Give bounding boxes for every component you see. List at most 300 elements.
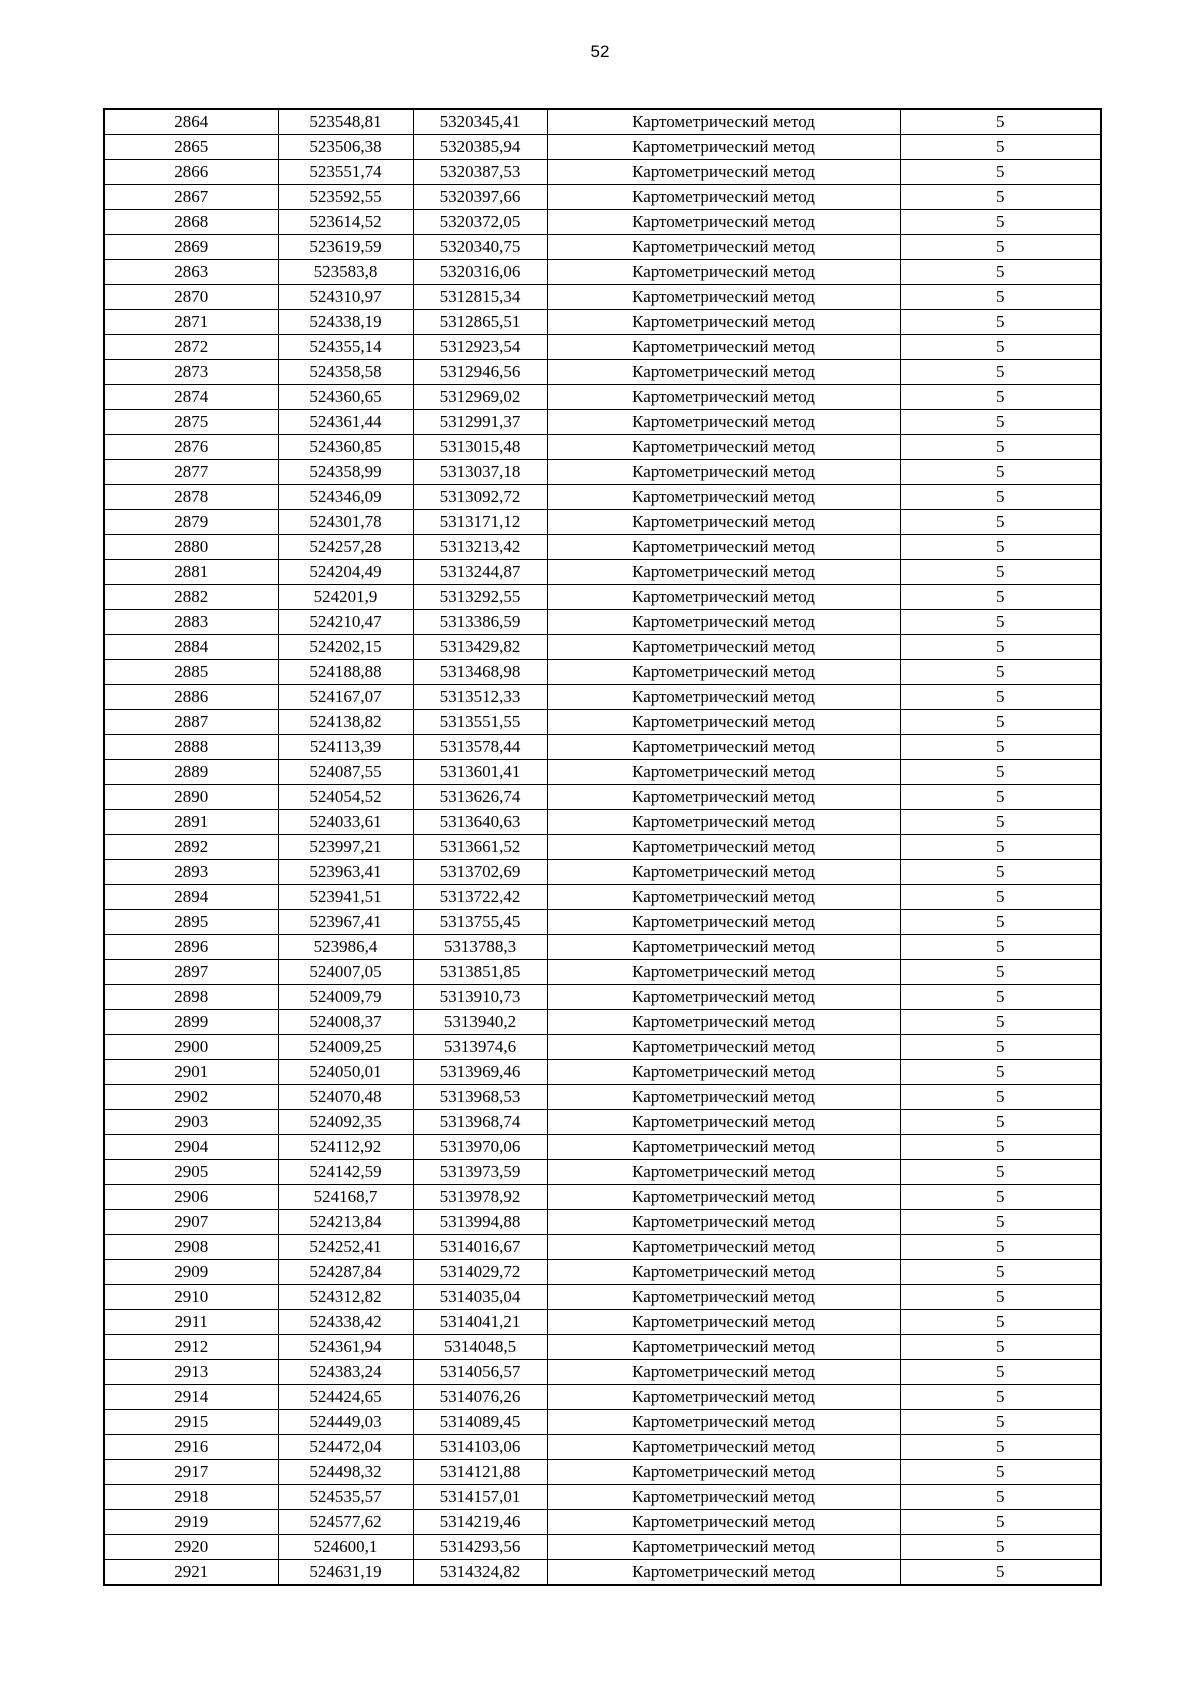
y-coordinate-cell: 5313015,48 xyxy=(413,435,547,460)
x-coordinate-cell: 524008,37 xyxy=(278,1010,413,1035)
table-row xyxy=(104,860,1101,885)
table-row xyxy=(104,485,1101,510)
point-number-cell: 2880 xyxy=(104,535,278,560)
point-number-cell: 2902 xyxy=(104,1085,278,1110)
point-number-cell: 2887 xyxy=(104,710,278,735)
x-coordinate-cell: 524009,79 xyxy=(278,985,413,1010)
accuracy-cell: 5 xyxy=(900,1035,1101,1060)
point-number-cell: 2884 xyxy=(104,635,278,660)
table-row xyxy=(104,810,1101,835)
accuracy-cell: 5 xyxy=(900,785,1101,810)
y-coordinate-cell: 5314103,06 xyxy=(413,1435,547,1460)
table-row xyxy=(104,1385,1101,1410)
table-row xyxy=(104,535,1101,560)
table-row xyxy=(104,1410,1101,1435)
x-coordinate-cell: 523941,51 xyxy=(278,885,413,910)
table-row xyxy=(104,160,1101,185)
table-row xyxy=(104,710,1101,735)
x-coordinate-cell: 524112,92 xyxy=(278,1135,413,1160)
x-coordinate-cell: 523614,52 xyxy=(278,210,413,235)
accuracy-cell: 5 xyxy=(900,335,1101,360)
point-number-cell: 2919 xyxy=(104,1510,278,1535)
table-row xyxy=(104,410,1101,435)
point-number-cell: 2885 xyxy=(104,660,278,685)
accuracy-cell: 5 xyxy=(900,510,1101,535)
point-number-cell: 2863 xyxy=(104,260,278,285)
x-coordinate-cell: 524050,01 xyxy=(278,1060,413,1085)
method-cell: Картометрический метод xyxy=(547,1135,900,1160)
table-row xyxy=(104,135,1101,160)
method-cell: Картометрический метод xyxy=(547,560,900,585)
y-coordinate-cell: 5320387,53 xyxy=(413,160,547,185)
method-cell: Картометрический метод xyxy=(547,985,900,1010)
method-cell: Картометрический метод xyxy=(547,1185,900,1210)
method-cell: Картометрический метод xyxy=(547,1360,900,1385)
x-coordinate-cell: 524360,85 xyxy=(278,435,413,460)
y-coordinate-cell: 5313994,88 xyxy=(413,1210,547,1235)
y-coordinate-cell: 5313601,41 xyxy=(413,760,547,785)
table-row xyxy=(104,310,1101,335)
y-coordinate-cell: 5313037,18 xyxy=(413,460,547,485)
method-cell: Картометрический метод xyxy=(547,1285,900,1310)
method-cell: Картометрический метод xyxy=(547,410,900,435)
x-coordinate-cell: 524113,39 xyxy=(278,735,413,760)
method-cell: Картометрический метод xyxy=(547,735,900,760)
table-row xyxy=(104,1310,1101,1335)
point-number-cell: 2916 xyxy=(104,1435,278,1460)
method-cell: Картометрический метод xyxy=(547,1110,900,1135)
table-row xyxy=(104,1460,1101,1485)
x-coordinate-cell: 524383,24 xyxy=(278,1360,413,1385)
method-cell: Картометрический метод xyxy=(547,360,900,385)
method-cell: Картометрический метод xyxy=(547,385,900,410)
point-number-cell: 2889 xyxy=(104,760,278,785)
y-coordinate-cell: 5320340,75 xyxy=(413,235,547,260)
point-number-cell: 2914 xyxy=(104,1385,278,1410)
method-cell: Картометрический метод xyxy=(547,610,900,635)
y-coordinate-cell: 5314041,21 xyxy=(413,1310,547,1335)
x-coordinate-cell: 524070,48 xyxy=(278,1085,413,1110)
table-row xyxy=(104,1535,1101,1560)
method-cell: Картометрический метод xyxy=(547,660,900,685)
y-coordinate-cell: 5313978,92 xyxy=(413,1185,547,1210)
accuracy-cell: 5 xyxy=(900,1135,1101,1160)
point-number-cell: 2910 xyxy=(104,1285,278,1310)
accuracy-cell: 5 xyxy=(900,1235,1101,1260)
table-row xyxy=(104,1210,1101,1235)
y-coordinate-cell: 5314324,82 xyxy=(413,1560,547,1586)
y-coordinate-cell: 5313213,42 xyxy=(413,535,547,560)
point-number-cell: 2900 xyxy=(104,1035,278,1060)
method-cell: Картометрический метод xyxy=(547,1160,900,1185)
x-coordinate-cell: 524631,19 xyxy=(278,1560,413,1586)
method-cell: Картометрический метод xyxy=(547,860,900,885)
x-coordinate-cell: 523583,8 xyxy=(278,260,413,285)
method-cell: Картометрический метод xyxy=(547,160,900,185)
point-number-cell: 2865 xyxy=(104,135,278,160)
x-coordinate-cell: 524009,25 xyxy=(278,1035,413,1060)
y-coordinate-cell: 5314029,72 xyxy=(413,1260,547,1285)
y-coordinate-cell: 5313851,85 xyxy=(413,960,547,985)
table-row xyxy=(104,1435,1101,1460)
method-cell: Картометрический метод xyxy=(547,1260,900,1285)
point-number-cell: 2868 xyxy=(104,210,278,235)
x-coordinate-cell: 524138,82 xyxy=(278,710,413,735)
accuracy-cell: 5 xyxy=(900,560,1101,585)
table-row xyxy=(104,1235,1101,1260)
table-row xyxy=(104,210,1101,235)
accuracy-cell: 5 xyxy=(900,310,1101,335)
accuracy-cell: 5 xyxy=(900,985,1101,1010)
table-row xyxy=(104,510,1101,535)
table-row xyxy=(104,360,1101,385)
point-number-cell: 2903 xyxy=(104,1110,278,1135)
point-number-cell: 2912 xyxy=(104,1335,278,1360)
x-coordinate-cell: 524252,41 xyxy=(278,1235,413,1260)
table-row xyxy=(104,460,1101,485)
accuracy-cell: 5 xyxy=(900,1285,1101,1310)
table-row xyxy=(104,935,1101,960)
x-coordinate-cell: 524167,07 xyxy=(278,685,413,710)
y-coordinate-cell: 5314016,67 xyxy=(413,1235,547,1260)
table-row xyxy=(104,1260,1101,1285)
table-row xyxy=(104,1110,1101,1135)
point-number-cell: 2888 xyxy=(104,735,278,760)
method-cell: Картометрический метод xyxy=(547,1435,900,1460)
x-coordinate-cell: 523506,38 xyxy=(278,135,413,160)
point-number-cell: 2917 xyxy=(104,1460,278,1485)
accuracy-cell: 5 xyxy=(900,1435,1101,1460)
x-coordinate-cell: 523986,4 xyxy=(278,935,413,960)
accuracy-cell: 5 xyxy=(900,1385,1101,1410)
method-cell: Картометрический метод xyxy=(547,1010,900,1035)
accuracy-cell: 5 xyxy=(900,1335,1101,1360)
x-coordinate-cell: 524355,14 xyxy=(278,335,413,360)
method-cell: Картометрический метод xyxy=(547,1385,900,1410)
accuracy-cell: 5 xyxy=(900,885,1101,910)
table-row xyxy=(104,185,1101,210)
point-number-cell: 2894 xyxy=(104,885,278,910)
table-row xyxy=(104,1560,1101,1586)
method-cell: Картометрический метод xyxy=(547,685,900,710)
accuracy-cell: 5 xyxy=(900,635,1101,660)
y-coordinate-cell: 5313386,59 xyxy=(413,610,547,635)
table-row xyxy=(104,835,1101,860)
method-cell: Картометрический метод xyxy=(547,885,900,910)
x-coordinate-cell: 524449,03 xyxy=(278,1410,413,1435)
accuracy-cell: 5 xyxy=(900,710,1101,735)
point-number-cell: 2892 xyxy=(104,835,278,860)
point-number-cell: 2896 xyxy=(104,935,278,960)
accuracy-cell: 5 xyxy=(900,1460,1101,1485)
accuracy-cell: 5 xyxy=(900,135,1101,160)
method-cell: Картометрический метод xyxy=(547,810,900,835)
accuracy-cell: 5 xyxy=(900,460,1101,485)
accuracy-cell: 5 xyxy=(900,285,1101,310)
y-coordinate-cell: 5312923,54 xyxy=(413,335,547,360)
table-row xyxy=(104,1335,1101,1360)
method-cell: Картометрический метод xyxy=(547,1310,900,1335)
point-number-cell: 2867 xyxy=(104,185,278,210)
x-coordinate-cell: 524358,58 xyxy=(278,360,413,385)
method-cell: Картометрический метод xyxy=(547,310,900,335)
point-number-cell: 2918 xyxy=(104,1485,278,1510)
point-number-cell: 2890 xyxy=(104,785,278,810)
x-coordinate-cell: 524257,28 xyxy=(278,535,413,560)
method-cell: Картометрический метод xyxy=(547,235,900,260)
table-row xyxy=(104,885,1101,910)
y-coordinate-cell: 5313788,3 xyxy=(413,935,547,960)
accuracy-cell: 5 xyxy=(900,109,1101,135)
method-cell: Картометрический метод xyxy=(547,260,900,285)
y-coordinate-cell: 5314157,01 xyxy=(413,1485,547,1510)
point-number-cell: 2906 xyxy=(104,1185,278,1210)
x-coordinate-cell: 524424,65 xyxy=(278,1385,413,1410)
x-coordinate-cell: 524600,1 xyxy=(278,1535,413,1560)
x-coordinate-cell: 523997,21 xyxy=(278,835,413,860)
point-number-cell: 2893 xyxy=(104,860,278,885)
point-number-cell: 2882 xyxy=(104,585,278,610)
accuracy-cell: 5 xyxy=(900,610,1101,635)
table-row xyxy=(104,1135,1101,1160)
x-coordinate-cell: 523592,55 xyxy=(278,185,413,210)
accuracy-cell: 5 xyxy=(900,810,1101,835)
table-row xyxy=(104,735,1101,760)
accuracy-cell: 5 xyxy=(900,960,1101,985)
table-row xyxy=(104,960,1101,985)
coordinates-table-body xyxy=(104,109,1101,1585)
accuracy-cell: 5 xyxy=(900,435,1101,460)
point-number-cell: 2907 xyxy=(104,1210,278,1235)
table-row xyxy=(104,1485,1101,1510)
table-row xyxy=(104,560,1101,585)
x-coordinate-cell: 523551,74 xyxy=(278,160,413,185)
point-number-cell: 2864 xyxy=(104,109,278,135)
method-cell: Картометрический метод xyxy=(547,935,900,960)
y-coordinate-cell: 5313973,59 xyxy=(413,1160,547,1185)
point-number-cell: 2909 xyxy=(104,1260,278,1285)
point-number-cell: 2878 xyxy=(104,485,278,510)
accuracy-cell: 5 xyxy=(900,360,1101,385)
table-row xyxy=(104,685,1101,710)
accuracy-cell: 5 xyxy=(900,235,1101,260)
table-row xyxy=(104,1085,1101,1110)
accuracy-cell: 5 xyxy=(900,760,1101,785)
method-cell: Картометрический метод xyxy=(547,485,900,510)
method-cell: Картометрический метод xyxy=(547,1235,900,1260)
point-number-cell: 2895 xyxy=(104,910,278,935)
accuracy-cell: 5 xyxy=(900,410,1101,435)
x-coordinate-cell: 524310,97 xyxy=(278,285,413,310)
point-number-cell: 2875 xyxy=(104,410,278,435)
accuracy-cell: 5 xyxy=(900,485,1101,510)
accuracy-cell: 5 xyxy=(900,210,1101,235)
x-coordinate-cell: 524092,35 xyxy=(278,1110,413,1135)
point-number-cell: 2897 xyxy=(104,960,278,985)
method-cell: Картометрический метод xyxy=(547,185,900,210)
y-coordinate-cell: 5313578,44 xyxy=(413,735,547,760)
method-cell: Картометрический метод xyxy=(547,1510,900,1535)
y-coordinate-cell: 5320397,66 xyxy=(413,185,547,210)
point-number-cell: 2873 xyxy=(104,360,278,385)
y-coordinate-cell: 5314056,57 xyxy=(413,1360,547,1385)
accuracy-cell: 5 xyxy=(900,1010,1101,1035)
table-row xyxy=(104,610,1101,635)
point-number-cell: 2901 xyxy=(104,1060,278,1085)
y-coordinate-cell: 5312991,37 xyxy=(413,410,547,435)
table-row xyxy=(104,985,1101,1010)
y-coordinate-cell: 5314076,26 xyxy=(413,1385,547,1410)
point-number-cell: 2920 xyxy=(104,1535,278,1560)
accuracy-cell: 5 xyxy=(900,1485,1101,1510)
accuracy-cell: 5 xyxy=(900,685,1101,710)
accuracy-cell: 5 xyxy=(900,185,1101,210)
y-coordinate-cell: 5320316,06 xyxy=(413,260,547,285)
method-cell: Картометрический метод xyxy=(547,760,900,785)
method-cell: Картометрический метод xyxy=(547,835,900,860)
method-cell: Картометрический метод xyxy=(547,1035,900,1060)
y-coordinate-cell: 5320372,05 xyxy=(413,210,547,235)
accuracy-cell: 5 xyxy=(900,1210,1101,1235)
y-coordinate-cell: 5313661,52 xyxy=(413,835,547,860)
point-number-cell: 2866 xyxy=(104,160,278,185)
accuracy-cell: 5 xyxy=(900,260,1101,285)
y-coordinate-cell: 5314048,5 xyxy=(413,1335,547,1360)
accuracy-cell: 5 xyxy=(900,535,1101,560)
x-coordinate-cell: 524188,88 xyxy=(278,660,413,685)
method-cell: Картометрический метод xyxy=(547,1060,900,1085)
method-cell: Картометрический метод xyxy=(547,335,900,360)
point-number-cell: 2883 xyxy=(104,610,278,635)
y-coordinate-cell: 5313551,55 xyxy=(413,710,547,735)
table-row xyxy=(104,1060,1101,1085)
y-coordinate-cell: 5320345,41 xyxy=(413,109,547,135)
x-coordinate-cell: 524204,49 xyxy=(278,560,413,585)
table-row xyxy=(104,910,1101,935)
y-coordinate-cell: 5314089,45 xyxy=(413,1410,547,1435)
method-cell: Картометрический метод xyxy=(547,1560,900,1586)
method-cell: Картометрический метод xyxy=(547,1210,900,1235)
x-coordinate-cell: 524360,65 xyxy=(278,385,413,410)
point-number-cell: 2870 xyxy=(104,285,278,310)
point-number-cell: 2911 xyxy=(104,1310,278,1335)
table-row xyxy=(104,1160,1101,1185)
page-number: 52 xyxy=(590,42,610,61)
accuracy-cell: 5 xyxy=(900,860,1101,885)
y-coordinate-cell: 5314035,04 xyxy=(413,1285,547,1310)
accuracy-cell: 5 xyxy=(900,835,1101,860)
point-number-cell: 2869 xyxy=(104,235,278,260)
accuracy-cell: 5 xyxy=(900,1510,1101,1535)
table-row xyxy=(104,1185,1101,1210)
accuracy-cell: 5 xyxy=(900,1160,1101,1185)
table-row xyxy=(104,435,1101,460)
x-coordinate-cell: 524213,84 xyxy=(278,1210,413,1235)
method-cell: Картометрический метод xyxy=(547,1335,900,1360)
x-coordinate-cell: 524346,09 xyxy=(278,485,413,510)
x-coordinate-cell: 524361,94 xyxy=(278,1335,413,1360)
y-coordinate-cell: 5312865,51 xyxy=(413,310,547,335)
table-row xyxy=(104,635,1101,660)
y-coordinate-cell: 5313702,69 xyxy=(413,860,547,885)
point-number-cell: 2874 xyxy=(104,385,278,410)
point-number-cell: 2908 xyxy=(104,1235,278,1260)
method-cell: Картометрический метод xyxy=(547,1410,900,1435)
point-number-cell: 2905 xyxy=(104,1160,278,1185)
y-coordinate-cell: 5312969,02 xyxy=(413,385,547,410)
y-coordinate-cell: 5320385,94 xyxy=(413,135,547,160)
table-row xyxy=(104,285,1101,310)
x-coordinate-cell: 524033,61 xyxy=(278,810,413,835)
accuracy-cell: 5 xyxy=(900,660,1101,685)
x-coordinate-cell: 524338,42 xyxy=(278,1310,413,1335)
accuracy-cell: 5 xyxy=(900,735,1101,760)
point-number-cell: 2881 xyxy=(104,560,278,585)
x-coordinate-cell: 524168,7 xyxy=(278,1185,413,1210)
point-number-cell: 2913 xyxy=(104,1360,278,1385)
method-cell: Картометрический метод xyxy=(547,910,900,935)
x-coordinate-cell: 524202,15 xyxy=(278,635,413,660)
method-cell: Картометрический метод xyxy=(547,285,900,310)
method-cell: Картометрический метод xyxy=(547,710,900,735)
y-coordinate-cell: 5313968,74 xyxy=(413,1110,547,1135)
point-number-cell: 2879 xyxy=(104,510,278,535)
y-coordinate-cell: 5313970,06 xyxy=(413,1135,547,1160)
y-coordinate-cell: 5313940,2 xyxy=(413,1010,547,1035)
x-coordinate-cell: 523963,41 xyxy=(278,860,413,885)
y-coordinate-cell: 5314219,46 xyxy=(413,1510,547,1535)
x-coordinate-cell: 524201,9 xyxy=(278,585,413,610)
method-cell: Картометрический метод xyxy=(547,1085,900,1110)
table-row xyxy=(104,585,1101,610)
coordinates-table xyxy=(103,108,1102,1586)
accuracy-cell: 5 xyxy=(900,385,1101,410)
y-coordinate-cell: 5313910,73 xyxy=(413,985,547,1010)
method-cell: Картометрический метод xyxy=(547,109,900,135)
point-number-cell: 2877 xyxy=(104,460,278,485)
y-coordinate-cell: 5313468,98 xyxy=(413,660,547,685)
table-row xyxy=(104,1035,1101,1060)
accuracy-cell: 5 xyxy=(900,1185,1101,1210)
table-row xyxy=(104,1510,1101,1535)
method-cell: Картометрический метод xyxy=(547,635,900,660)
y-coordinate-cell: 5314121,88 xyxy=(413,1460,547,1485)
y-coordinate-cell: 5313722,42 xyxy=(413,885,547,910)
point-number-cell: 2915 xyxy=(104,1410,278,1435)
y-coordinate-cell: 5313626,74 xyxy=(413,785,547,810)
table-row xyxy=(104,1360,1101,1385)
y-coordinate-cell: 5314293,56 xyxy=(413,1535,547,1560)
y-coordinate-cell: 5313974,6 xyxy=(413,1035,547,1060)
table-row xyxy=(104,1285,1101,1310)
accuracy-cell: 5 xyxy=(900,1360,1101,1385)
y-coordinate-cell: 5313969,46 xyxy=(413,1060,547,1085)
point-number-cell: 2876 xyxy=(104,435,278,460)
y-coordinate-cell: 5313968,53 xyxy=(413,1085,547,1110)
x-coordinate-cell: 524577,62 xyxy=(278,1510,413,1535)
method-cell: Картометрический метод xyxy=(547,135,900,160)
point-number-cell: 2871 xyxy=(104,310,278,335)
table-row xyxy=(104,235,1101,260)
method-cell: Картометрический метод xyxy=(547,960,900,985)
x-coordinate-cell: 524498,32 xyxy=(278,1460,413,1485)
point-number-cell: 2891 xyxy=(104,810,278,835)
method-cell: Картометрический метод xyxy=(547,1535,900,1560)
method-cell: Картометрический метод xyxy=(547,1485,900,1510)
x-coordinate-cell: 524087,55 xyxy=(278,760,413,785)
method-cell: Картометрический метод xyxy=(547,510,900,535)
y-coordinate-cell: 5313244,87 xyxy=(413,560,547,585)
